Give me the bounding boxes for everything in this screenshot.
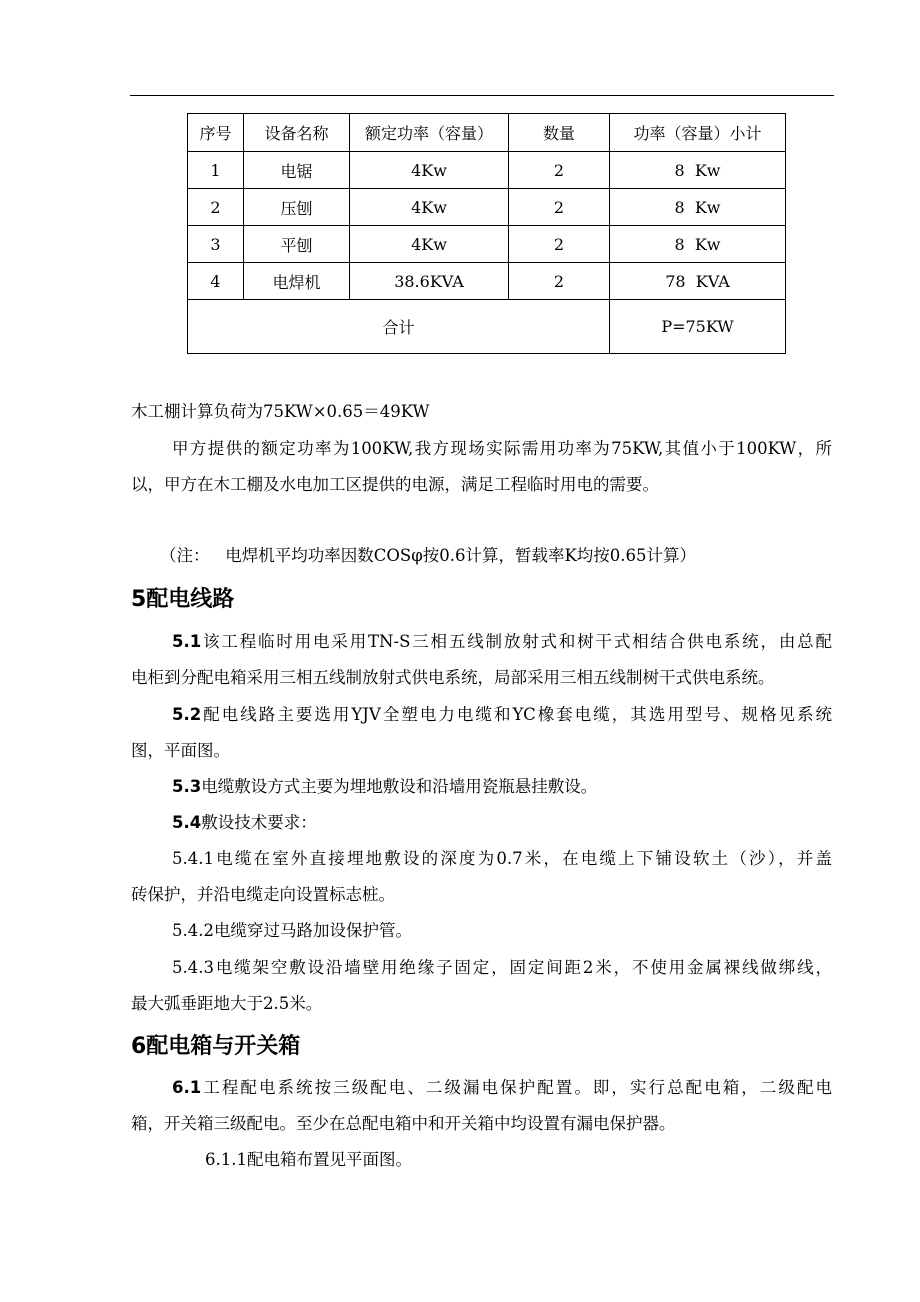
para-power-line1: 甲方提供的额定功率为100KW,我方现场实际需用功率为75KW,其值小于100KW，所 <box>172 439 832 458</box>
table-row <box>188 189 786 226</box>
total-value-cell: P=75KW <box>610 300 786 354</box>
table-cell: 38.6KVA <box>350 263 509 300</box>
table-cell: 2 <box>509 226 610 263</box>
header-cell-power-subtotal: 功率（容量）小计 <box>610 114 786 152</box>
para-6-1-text: 工程配电系统按三级配电、二级漏电保护配置。即，实行总配电箱，二级配电 <box>201 1078 832 1097</box>
table-row <box>188 152 786 189</box>
para-5-2-line1 <box>172 705 832 725</box>
table-cell: 2 <box>509 263 610 300</box>
para-5-4-3-line2: 最大弧垂距地大于2.5米。 <box>131 994 323 1013</box>
header-cell-rated-power: 额定功率（容量） <box>350 114 509 152</box>
table-total-row <box>188 300 786 354</box>
header-cell-quantity: 数量 <box>509 114 610 152</box>
table-row <box>188 263 786 300</box>
table-cell: 电锯 <box>244 152 350 189</box>
para-5-4-text: 敷设技术要求： <box>201 813 317 832</box>
table-cell: 电焊机 <box>244 263 350 300</box>
table-cell: 8 Kw <box>610 152 786 189</box>
para-6-1-number: 6.1 <box>172 1078 202 1097</box>
para-5-2-line2: 图，平面图。 <box>131 741 230 760</box>
table-cell: 2 <box>509 152 610 189</box>
para-5-1-number: 5.1 <box>172 632 202 651</box>
para-5-4-number: 5.4 <box>172 813 202 832</box>
para-5-1-text: 该工程临时用电采用TN-S三相五线制放射式和树干式相结合供电系统，由总配 <box>201 632 832 651</box>
header-cell-device-name: 设备名称 <box>244 114 350 152</box>
calculation-note: （注： 电焊机平均功率因数COSφ按0.6计算，暂载率K均按0.65计算） <box>160 546 697 565</box>
para-5-4-3-line1: 5.4.3电缆架空敷设沿墙壁用绝缘子固定，固定间距2米，不使用金属裸线做绑线， <box>172 958 832 977</box>
para-5-2-number: 5.2 <box>172 705 202 724</box>
para-5-4-1-line1: 5.4.1电缆在室外直接埋地敷设的深度为0.7米，在电缆上下铺设软土（沙），并盖 <box>172 849 832 868</box>
para-6-1-line2: 箱，开关箱三级配电。至少在总配电箱中和开关箱中均设置有漏电保护器。 <box>131 1114 676 1133</box>
para-6-1-line1 <box>172 1078 832 1098</box>
table-cell: 平刨 <box>244 226 350 263</box>
header-cell-index: 序号 <box>188 114 244 152</box>
table-cell: 2 <box>188 189 244 226</box>
table-cell: 4Kw <box>350 152 509 189</box>
section-5-heading: 5配电线路 <box>131 587 235 612</box>
table-cell: 2 <box>509 189 610 226</box>
para-power-line2: 以，甲方在木工棚及水电加工区提供的电源，满足工程临时用电的需要。 <box>131 475 659 494</box>
para-5-3-text: 电缆敷设方式主要为埋地敷设和沿墙用瓷瓶悬挂敷设。 <box>201 777 598 796</box>
para-5-3 <box>172 777 597 797</box>
table-cell: 3 <box>188 226 244 263</box>
para-5-2-text: 配电线路主要选用YJV全塑电力电缆和YC橡套电缆，其选用型号、规格见系统 <box>201 705 832 724</box>
table-cell: 4Kw <box>350 189 509 226</box>
table-cell: 1 <box>188 152 244 189</box>
para-5-1-line1 <box>172 632 832 652</box>
total-label-cell: 合计 <box>188 300 610 354</box>
table-row <box>188 226 786 263</box>
table-cell: 8 Kw <box>610 226 786 263</box>
para-6-1-1: 6.1.1配电箱布置见平面图。 <box>205 1150 412 1169</box>
table-cell: 4 <box>188 263 244 300</box>
para-5-3-number: 5.3 <box>172 777 202 796</box>
para-5-1-line2: 电柜到分配电箱采用三相五线制放射式供电系统，局部采用三相五线制树干式供电系统。 <box>131 668 775 687</box>
table-header-row <box>188 114 786 152</box>
para-5-4-2: 5.4.2电缆穿过马路加设保护管。 <box>172 921 412 940</box>
header-rule <box>130 95 834 96</box>
equipment-power-table <box>187 113 786 354</box>
table-cell: 4Kw <box>350 226 509 263</box>
table-cell: 压刨 <box>244 189 350 226</box>
para-5-4 <box>172 813 317 833</box>
table-cell: 8 Kw <box>610 189 786 226</box>
load-calculation-line: 木工棚计算负荷为75KW×0.65＝49KW <box>131 402 430 421</box>
section-6-heading: 6配电箱与开关箱 <box>131 1034 301 1059</box>
table-cell: 78 KVA <box>610 263 786 300</box>
para-5-4-1-line2: 砖保护，并沿电缆走向设置标志桩。 <box>131 885 395 904</box>
